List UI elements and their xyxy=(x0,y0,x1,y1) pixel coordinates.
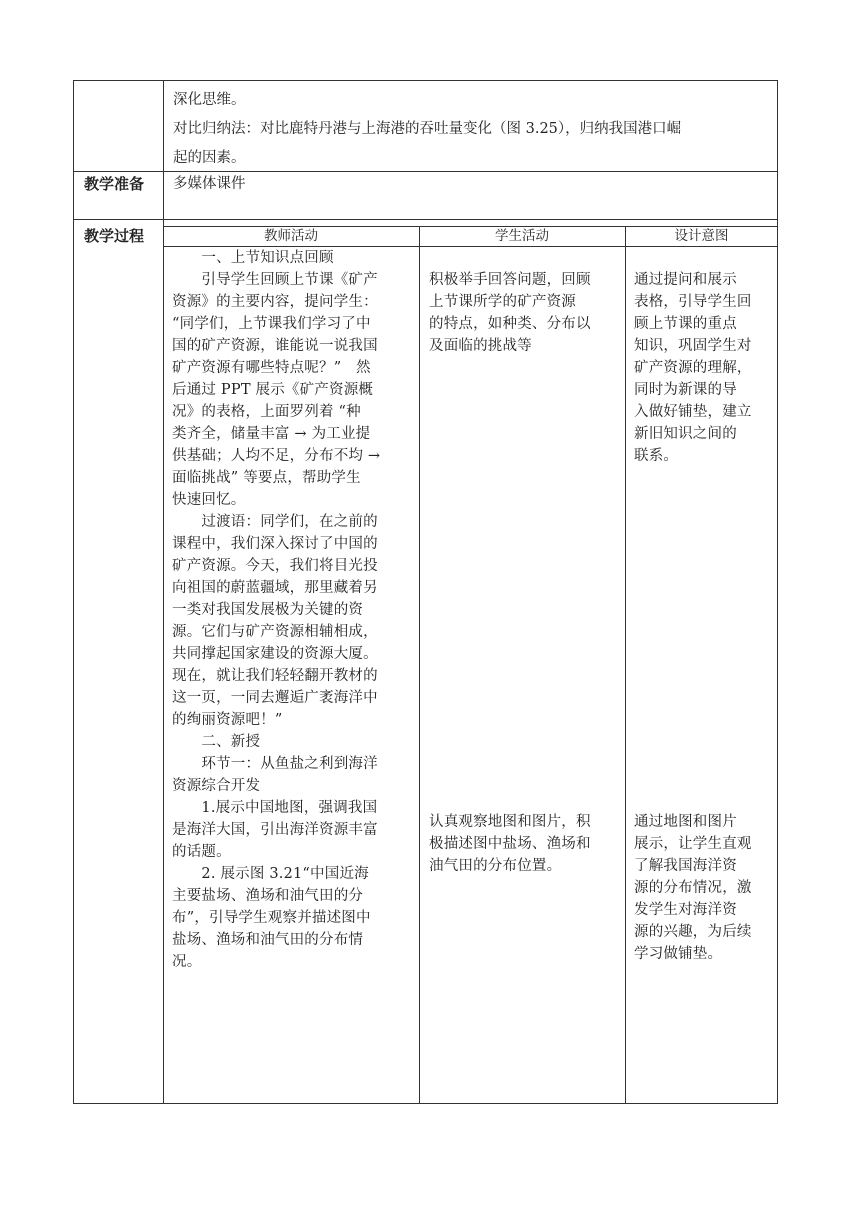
objectives-line: 深化思维。 xyxy=(173,92,246,108)
column-divider-teacher xyxy=(419,226,420,1104)
design-intent-line: 源的分布情况，激 xyxy=(634,880,752,896)
objectives-line: 对比归纳法：对比鹿特丹港与上海港的吞吐量变化（图 3.25），归纳我国港口崛 xyxy=(173,121,682,137)
design-intent-line: 矿产资源的理解， xyxy=(634,360,752,376)
teacher-activity-line: 资源综合开发 xyxy=(172,778,261,794)
teacher-activity-line: 共同撑起国家建设的资源大厦。 xyxy=(172,646,378,662)
teacher-activity-line: 向祖国的蔚蓝疆域，那里藏着另 xyxy=(172,580,378,596)
design-intent-line: 源的兴趣，为后续 xyxy=(634,924,752,940)
teacher-activity-line: 主要盐场、渔场和油气田的分 xyxy=(172,888,364,904)
student-activity-line: 的特点，如种类、分布以 xyxy=(429,316,591,332)
teacher-activity-line: 引导学生回顾上节课《矿产 xyxy=(172,272,378,288)
header-teacher-activity: 教师活动 xyxy=(264,228,318,244)
teacher-activity-line: 的绚丽资源吧！” xyxy=(172,712,283,728)
teacher-activity-line: 是海洋大国，引出海洋资源丰富 xyxy=(172,822,378,838)
design-intent-line: 展示，让学生直观 xyxy=(634,836,752,852)
teacher-activity-line: 面临挑战” 等要点，帮助学生 xyxy=(172,470,361,486)
student-activity-line: 油气田的分布位置。 xyxy=(429,858,562,874)
design-intent-block-1 xyxy=(634,269,776,467)
teacher-activity-line: 盐场、渔场和油气田的分布情 xyxy=(172,932,364,948)
column-divider-student xyxy=(625,226,626,1104)
teacher-activity-cell xyxy=(172,247,417,973)
teacher-activity-line: 这一页，一同去邂逅广袤海洋中 xyxy=(172,690,378,706)
teacher-activity-line: 矿产资源。今天，我们将目光投 xyxy=(172,558,378,574)
student-activity-block-1 xyxy=(429,269,623,357)
student-activity-line: 及面临的挑战等 xyxy=(429,338,532,354)
teacher-activity-line: “同学们，上节课我们学习了中 xyxy=(172,316,371,332)
objectives-line: 起的因素。 xyxy=(173,150,246,166)
preparation-content: 多媒体课件 xyxy=(173,176,246,192)
teacher-activity-line: 过渡语：同学们，在之前的 xyxy=(172,514,378,530)
teacher-activity-line: 况。 xyxy=(172,954,202,970)
design-intent-line: 联系。 xyxy=(634,448,679,464)
student-activity-line: 认真观察地图和图片，积 xyxy=(429,814,591,830)
student-activity-line: 积极举手回答问题，回顾 xyxy=(429,272,591,288)
design-intent-line: 发学生对海洋资 xyxy=(634,902,737,918)
header-design-intent: 设计意图 xyxy=(674,228,729,244)
teacher-activity-line: 2. 展示图 3.21“中国近海 xyxy=(172,866,369,882)
objectives-text xyxy=(173,86,773,173)
teacher-activity-line: 一类对我国发展极为关键的资 xyxy=(172,602,364,618)
teacher-activity-line: 现在，就让我们轻轻翻开教材的 xyxy=(172,668,378,684)
design-intent-line: 学习做铺垫。 xyxy=(634,946,723,962)
row-divider-preparation xyxy=(73,219,778,220)
student-activity-line: 极描述图中盐场、渔场和 xyxy=(429,836,591,852)
teacher-activity-line: 布”，引导学生观察并描述图中 xyxy=(172,910,371,926)
design-intent-line: 同时为新课的导 xyxy=(634,382,737,398)
design-intent-line: 入做好铺垫，建立 xyxy=(634,404,752,420)
design-intent-line: 了解我国海洋资 xyxy=(634,858,737,874)
teacher-activity-line: 国的矿产资源，谁能说一说我国 xyxy=(172,338,378,354)
teacher-activity-line: 1.展示中国地图，强调我国 xyxy=(172,800,378,816)
header-student-activity: 学生活动 xyxy=(495,228,549,244)
teacher-activity-line: 二、新授 xyxy=(172,734,261,750)
teacher-activity-line: 资源》的主要内容，提问学生： xyxy=(172,294,378,310)
teacher-activity-line: 一、上节知识点回顾 xyxy=(172,250,334,266)
design-intent-line: 通过地图和图片 xyxy=(634,814,737,830)
student-activity-line: 上节课所学的矿产资源 xyxy=(429,294,576,310)
design-intent-line: 知识，巩固学生对 xyxy=(634,338,752,354)
design-intent-block-2 xyxy=(634,811,776,965)
teacher-activity-line: 的话题。 xyxy=(172,844,231,860)
teacher-activity-line: 供基础；人均不足，分布不均 → xyxy=(172,448,381,464)
design-intent-line: 通过提问和展示 xyxy=(634,272,737,288)
teacher-activity-line: 类齐全，储量丰富 → 为工业提 xyxy=(172,426,371,442)
teacher-activity-line: 况》的表格，上面罗列着 “种 xyxy=(172,404,361,420)
teacher-activity-line: 环节一：从鱼盐之利到海洋 xyxy=(172,756,378,772)
teacher-activity-line: 源。它们与矿产资源相辅相成， xyxy=(172,624,378,640)
teacher-activity-line: 快速回忆。 xyxy=(172,492,246,508)
design-intent-line: 顾上节课的重点 xyxy=(634,316,737,332)
teacher-activity-line: 矿产资源有哪些特点呢？” 然 xyxy=(172,360,371,376)
design-intent-line: 表格，引导学生回 xyxy=(634,294,752,310)
teacher-activity-line: 课程中，我们深入探讨了中国的 xyxy=(172,536,378,552)
process-label: 教学过程 xyxy=(84,227,145,245)
student-activity-block-2 xyxy=(429,811,623,877)
teacher-activity-line: 后通过 PPT 展示《矿产资源概 xyxy=(172,382,374,398)
design-intent-line: 新旧知识之间的 xyxy=(634,426,737,442)
preparation-label: 教学准备 xyxy=(84,175,145,193)
